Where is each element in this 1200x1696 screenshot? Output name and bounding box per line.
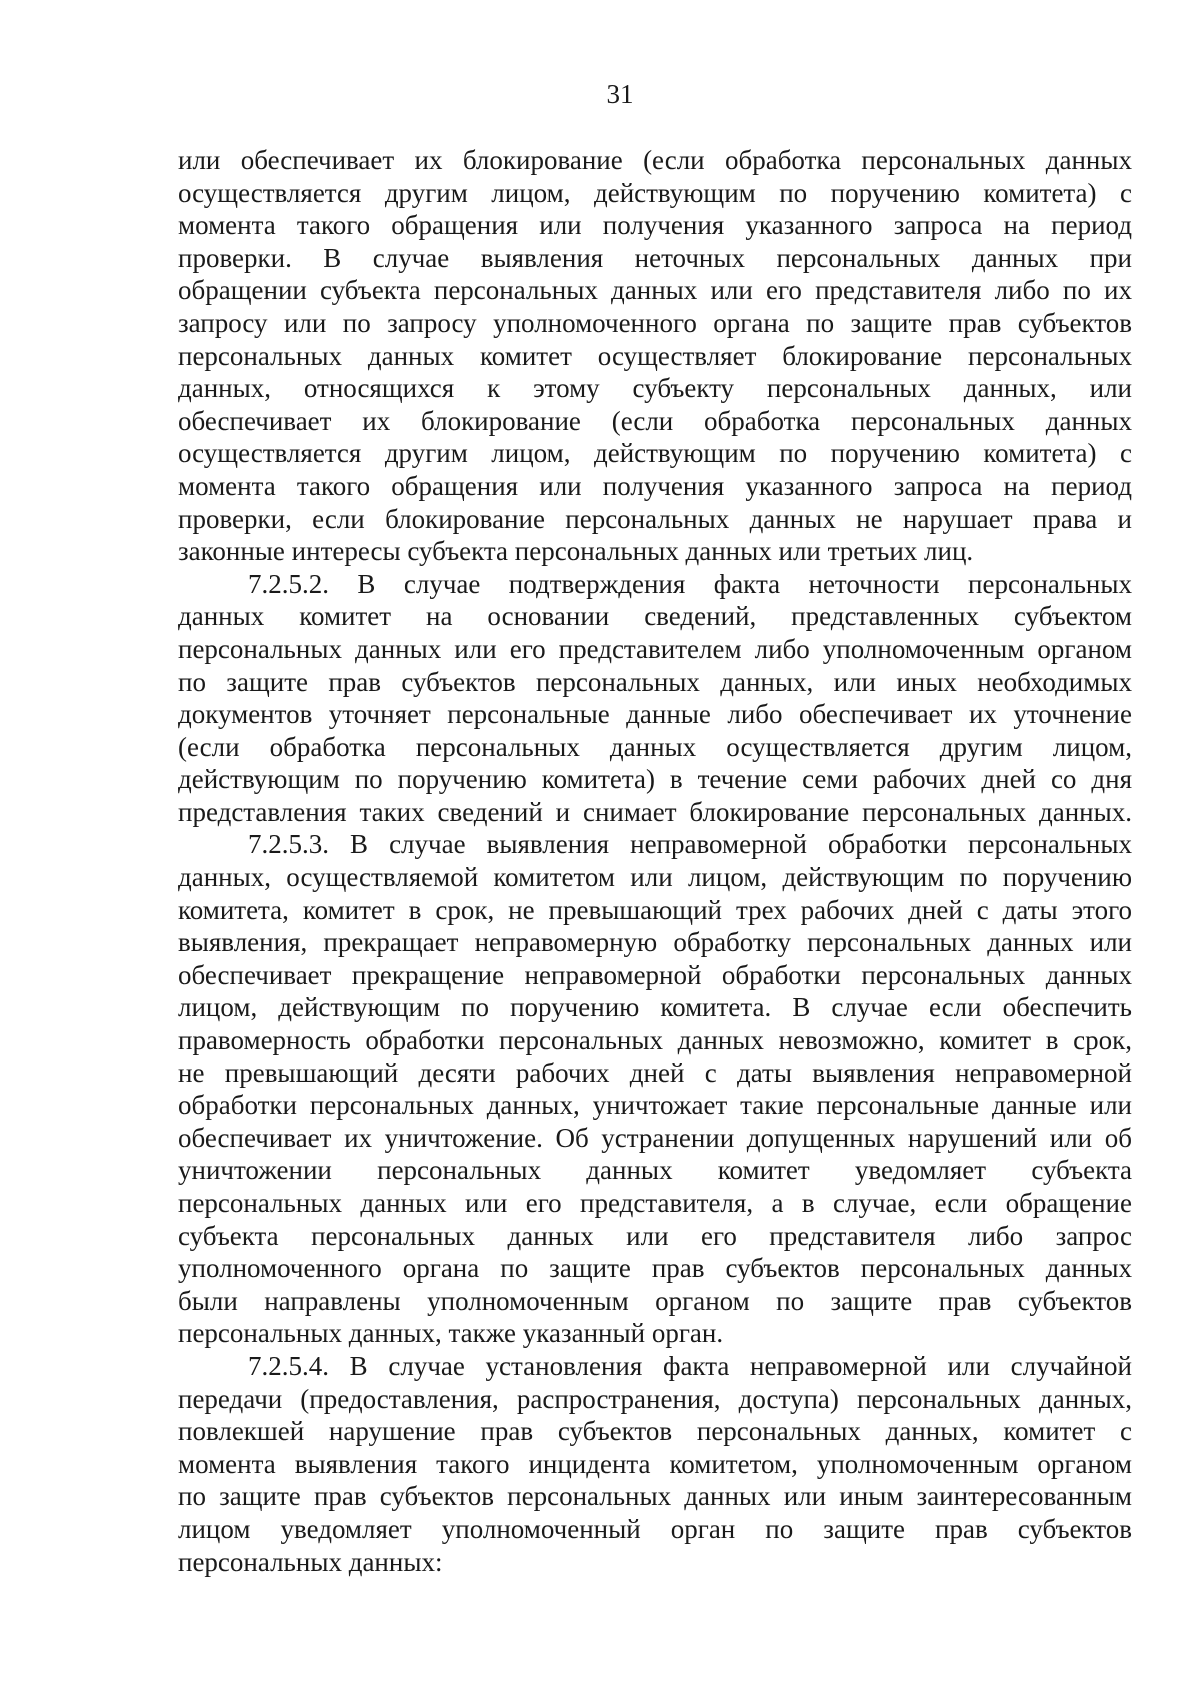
text-line: данных, относящихся к этому субъекту персональных данных, или bbox=[178, 373, 1132, 404]
paragraph-7-2-5-4 bbox=[178, 1350, 1132, 1578]
text-line: правомерность обработки персональных данных невозможно, комитет в срок, bbox=[178, 1025, 1132, 1056]
paragraph-7-2-5-3 bbox=[178, 828, 1132, 1350]
page-number: 31 bbox=[606, 79, 634, 109]
text-line: данных, осуществляемой комитетом или лицом, действующим по поручению bbox=[178, 862, 1132, 893]
text-line: уничтожении персональных данных комитет уведомляет субъекта bbox=[178, 1155, 1132, 1186]
text-line: персональных данных: bbox=[178, 1546, 443, 1577]
text-line: или обеспечивает их блокирование (если обработка персональных данных bbox=[178, 145, 1132, 175]
text-line: проверки. В случае выявления неточных персональных данных при bbox=[178, 242, 1132, 273]
text-line: осуществляется другим лицом, действующим по поручению комитета) с bbox=[178, 438, 1132, 469]
text-line: 7.2.5.4. В случае установления факта неправомерной или случайной bbox=[248, 1350, 1132, 1381]
text-line: момента выявления такого инцидента комитетом, уполномоченным органом bbox=[178, 1448, 1132, 1479]
text-line: проверки, если блокирование персональных данных не нарушает права и bbox=[178, 503, 1132, 534]
text-line: персональных данных, также указанный орган. bbox=[178, 1318, 724, 1349]
text-line: выявления, прекращает неправомерную обработку персональных данных или bbox=[178, 927, 1132, 958]
text-line: запросу или по запросу уполномоченного органа по защите прав субъектов bbox=[178, 307, 1132, 338]
text-line: действующим по поручению комитета) в течение семи рабочих дней со дня bbox=[178, 764, 1132, 795]
document-body bbox=[178, 144, 1132, 1578]
text-line: передачи (предоставления, распространения, доступа) персональных данных, bbox=[178, 1383, 1132, 1414]
text-line: данных комитет на основании сведений, представленных субъектом bbox=[178, 601, 1132, 632]
text-line: лицом, действующим по поручению комитета. В случае если обеспечить bbox=[178, 992, 1132, 1023]
text-line: повлекшей нарушение прав субъектов персональных данных, комитет с bbox=[178, 1416, 1132, 1447]
text-line: персональных данных или его представителя, а в случае, если обращение bbox=[178, 1188, 1132, 1218]
text-line: обеспечивает прекращение неправомерной обработки персональных данных bbox=[178, 959, 1132, 990]
text-line: законные интересы субъекта персональных данных или третьих лиц. bbox=[178, 536, 974, 567]
text-line: (если обработка персональных данных осуществляется другим лицом, bbox=[178, 731, 1132, 762]
text-line: момента такого обращения или получения указанного запроса на период bbox=[178, 470, 1132, 501]
text-line: по защите прав субъектов персональных данных, или иных необходимых bbox=[178, 666, 1132, 697]
text-line: лицом уведомляет уполномоченный орган по защите прав субъектов bbox=[178, 1513, 1132, 1544]
text-line: уполномоченного органа по защите прав субъектов персональных данных bbox=[178, 1253, 1132, 1284]
text-line: обработки персональных данных, уничтожает такие персональные данные или bbox=[178, 1090, 1132, 1121]
text-line: персональных данных или его представителем либо уполномоченным органом bbox=[178, 633, 1132, 664]
text-line: осуществляется другим лицом, действующим по поручению комитета) с bbox=[178, 177, 1132, 208]
text-line: обеспечивает их уничтожение. Об устранении допущенных нарушений или об bbox=[178, 1122, 1132, 1153]
text-line: субъекта персональных данных или его представителя либо запрос bbox=[178, 1220, 1132, 1251]
text-line: не превышающий десяти рабочих дней с даты выявления неправомерной bbox=[178, 1057, 1132, 1088]
text-line: обеспечивает их блокирование (если обработка персональных данных bbox=[178, 405, 1132, 436]
text-line: персональных данных комитет осуществляет блокирование персональных bbox=[178, 340, 1132, 371]
text-line: представления таких сведений и снимает блокирование персональных данных. bbox=[178, 796, 1132, 827]
text-line: документов уточняет персональные данные либо обеспечивает их уточнение bbox=[178, 699, 1132, 730]
text-line: 7.2.5.3. В случае выявления неправомерной обработки персональных bbox=[248, 829, 1132, 860]
text-line: комитета, комитет в срок, не превышающий трех рабочих дней с даты этого bbox=[178, 894, 1132, 925]
text-line: были направлены уполномоченным органом по защите прав субъектов bbox=[178, 1285, 1132, 1316]
paragraph-continuation bbox=[178, 144, 1132, 568]
text-line: момента такого обращения или получения указанного запроса на период bbox=[178, 210, 1132, 241]
paragraph-7-2-5-2 bbox=[178, 568, 1132, 829]
text-line: 7.2.5.2. В случае подтверждения факта неточности персональных bbox=[248, 568, 1132, 599]
text-line: по защите прав субъектов персональных данных или иным заинтересованным bbox=[178, 1481, 1132, 1512]
text-line: обращении субъекта персональных данных или его представителя либо по их bbox=[178, 275, 1132, 306]
